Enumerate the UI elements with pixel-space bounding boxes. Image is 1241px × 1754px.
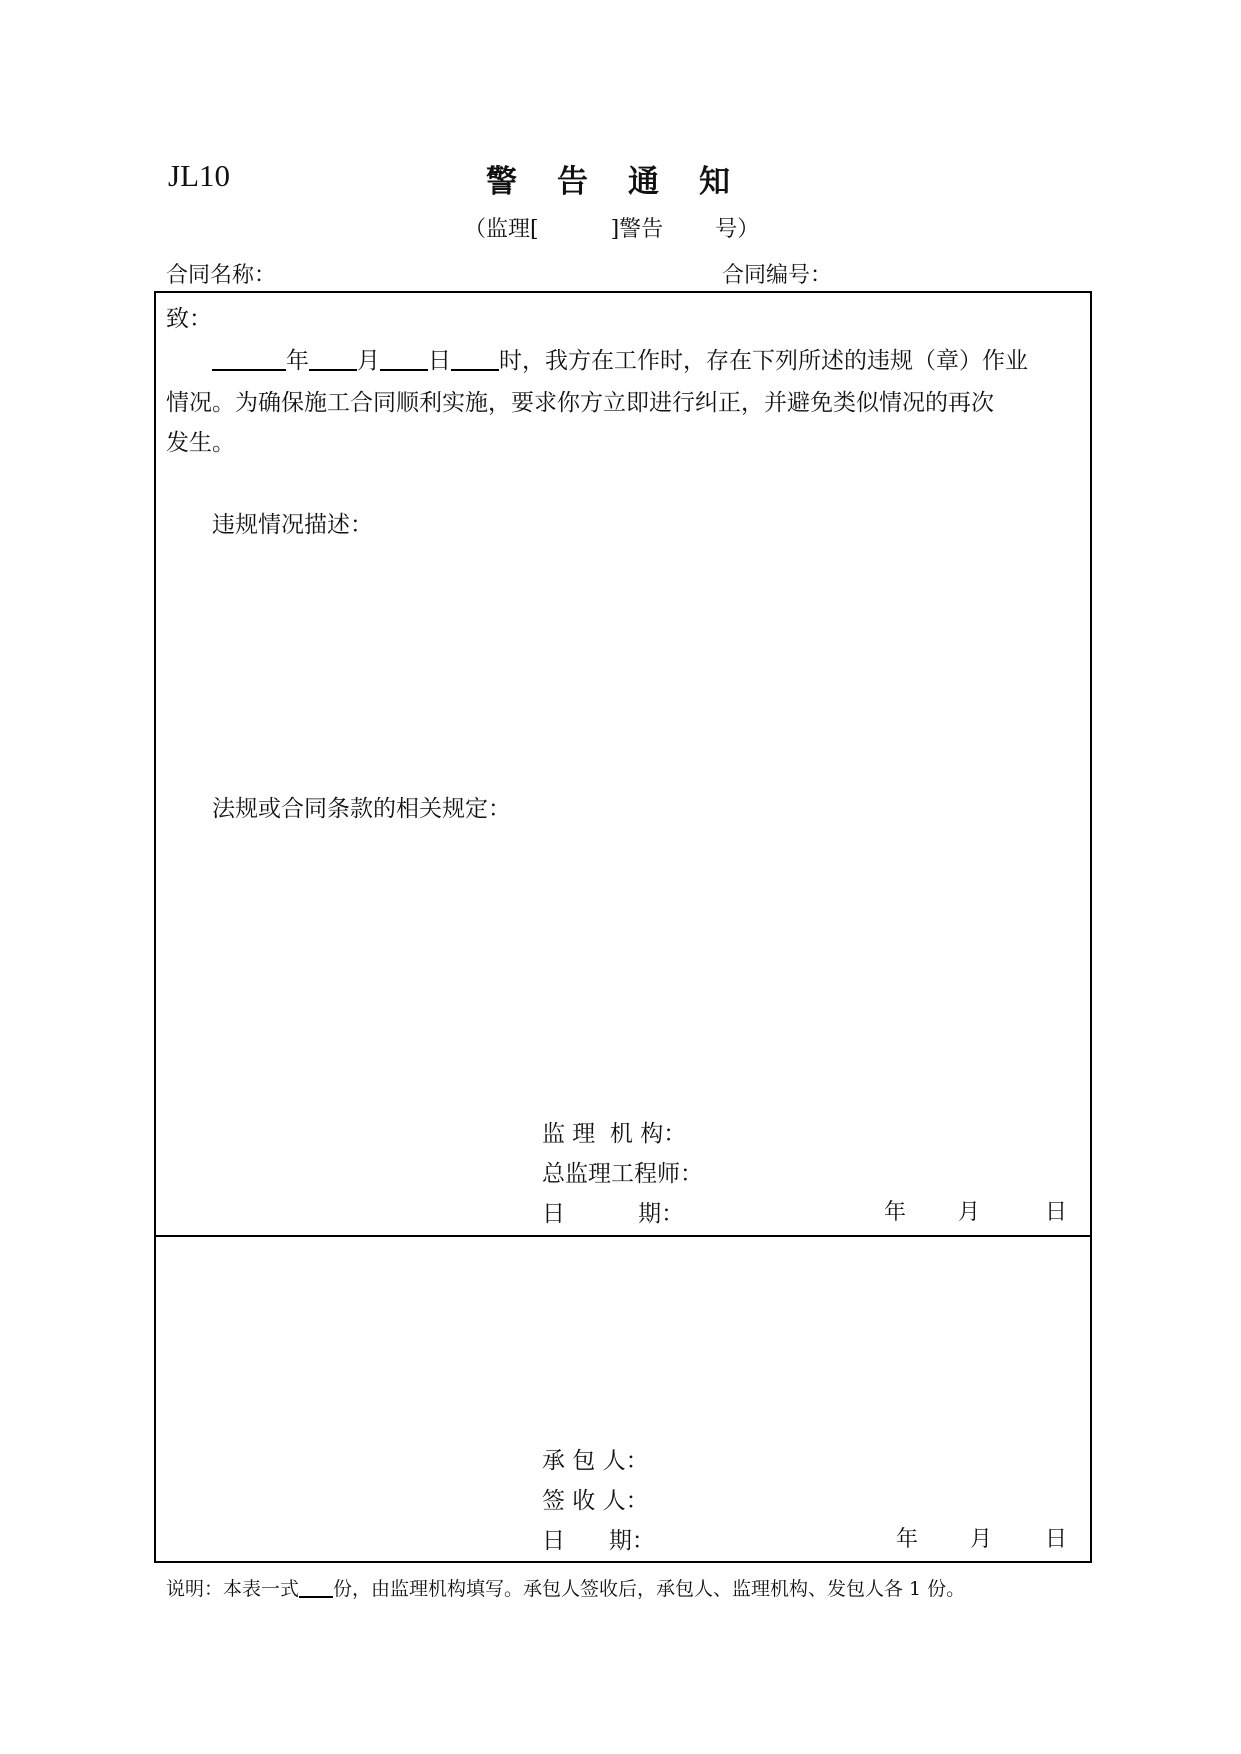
year-blank[interactable] bbox=[212, 347, 286, 371]
chief-engineer-label: 总监理工程师： bbox=[542, 1161, 703, 1187]
contractor-date-month: 月 bbox=[970, 1527, 993, 1552]
form-code: JL10 bbox=[168, 158, 230, 193]
footer-note bbox=[166, 1574, 965, 1601]
regulation-label: 法规或合同条款的相关规定： bbox=[212, 796, 511, 822]
section-divider bbox=[154, 1235, 1092, 1237]
contractor-date-year: 年 bbox=[896, 1527, 919, 1552]
notice-number-mid: ]警告 bbox=[610, 217, 664, 242]
supervision-date-year: 年 bbox=[884, 1200, 907, 1225]
supervision-date-day: 日 bbox=[1045, 1200, 1068, 1225]
month-label: 月 bbox=[357, 348, 380, 374]
footer-note-b: 份，由监理机构填写。承包人签收后，承包人、监理机构、发包人各 1 份。 bbox=[333, 1578, 966, 1600]
month-blank[interactable] bbox=[309, 347, 357, 371]
violation-description-label: 违规情况描述： bbox=[212, 512, 373, 538]
receiver-label: 签 收 人： bbox=[542, 1488, 649, 1514]
contractor-date-label: 日 期： bbox=[542, 1528, 655, 1554]
supervision-date-label: 日 期： bbox=[542, 1201, 685, 1227]
contractor-label: 承 包 人： bbox=[542, 1448, 649, 1474]
page-title: 警告通知 bbox=[486, 164, 770, 200]
day-label: 日 bbox=[428, 348, 451, 374]
notice-line-1 bbox=[212, 342, 1028, 375]
notice-number bbox=[464, 212, 759, 243]
copies-blank[interactable] bbox=[299, 1578, 333, 1598]
year-label: 年 bbox=[286, 348, 309, 374]
hour-blank[interactable] bbox=[451, 347, 499, 371]
contract-name-label: 合同名称： bbox=[166, 263, 277, 288]
notice-number-suffix: 号） bbox=[715, 217, 760, 242]
notice-sentence-b: 情况。为确保施工合同顺利实施，要求你方立即进行纠正，并避免类似情况的再次 bbox=[166, 390, 994, 416]
footer-note-a: 说明：本表一式 bbox=[166, 1578, 300, 1600]
notice-sentence-a: 时，我方在工作时，存在下列所述的违规（章）作业 bbox=[499, 348, 1028, 374]
to-label: 致： bbox=[166, 306, 212, 332]
contractor-date-day: 日 bbox=[1045, 1527, 1068, 1552]
day-blank[interactable] bbox=[380, 347, 428, 371]
regulation-area[interactable] bbox=[212, 830, 1072, 1090]
contract-no-label: 合同编号： bbox=[722, 263, 833, 288]
notice-sentence-c: 发生。 bbox=[166, 430, 235, 456]
notice-number-prefix: （监理[ bbox=[464, 217, 539, 242]
violation-description-area[interactable] bbox=[212, 545, 1072, 765]
supervision-date-month: 月 bbox=[958, 1200, 981, 1225]
supervision-org-label: 监 理 机 构： bbox=[542, 1121, 687, 1147]
